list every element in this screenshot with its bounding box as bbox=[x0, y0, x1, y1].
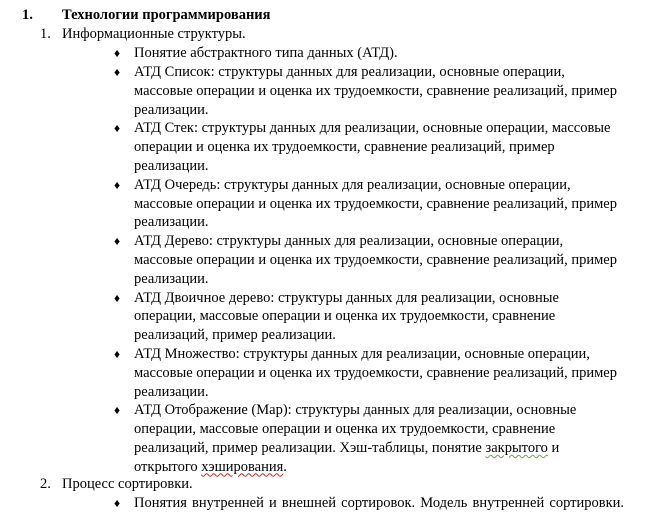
diamond-bullet-icon: ♦ bbox=[114, 121, 121, 136]
subsection-number: 1. bbox=[40, 26, 51, 42]
diamond-bullet-icon: ♦ bbox=[114, 46, 121, 60]
diamond-bullet-icon: ♦ bbox=[114, 496, 121, 510]
list-item bbox=[0, 176, 624, 232]
diamond-bullet-icon: ♦ bbox=[114, 346, 121, 361]
list-item-text: АТД Двоичное дерево: структуры данных для реализации, основные операции, массовые операции и оценка их трудоемкости, сравнение реализаций, пример реализации. bbox=[134, 289, 559, 344]
section-heading bbox=[0, 6, 646, 25]
list-item bbox=[0, 119, 624, 175]
diamond-bullet-icon: ♦ bbox=[114, 290, 121, 305]
heading-title: Технологии программирования bbox=[62, 7, 271, 23]
diamond-bullet-icon: ♦ bbox=[114, 403, 121, 418]
list-item-text-part: АТД Отображение (Map): структуры данных для реализации, основные операции, массовые операции и оценка их трудоемкости, сравнение реализаций, пример реализации. Хэш-таблицы, понятие bbox=[134, 402, 577, 456]
list-item-text: АТД Множество: структуры данных для реализации, основные операции, массовые операции и оценка их трудоемкости, сравнение реализаций, пример реализации. bbox=[134, 345, 617, 400]
list-item-text: АТД Список: структуры данных для реализации, основные операции, массовые операции и оценка их трудоемкости, сравнение реализаций, пример реализации. bbox=[134, 64, 617, 118]
bullet-list bbox=[0, 494, 646, 513]
list-item-text: АТД Очередь: структуры данных для реализации, основные операции, массовые операции и оценка их трудоемкости, сравнение реализаций, пример реализации. bbox=[134, 176, 617, 231]
grammar-marked-word: закрытого bbox=[485, 439, 548, 456]
list-item-text bbox=[134, 401, 624, 476]
list-item bbox=[0, 63, 624, 119]
spelling-marked-word: хэширования bbox=[201, 458, 284, 475]
list-item-text: АТД Дерево: структуры данных для реализации, основные операции, массовые операции и оценка их трудоемкости, сравнение реализаций, пример реализации. bbox=[134, 233, 617, 287]
list-item-text: АТД Стек: структуры данных для реализации, основные операции, массовые операции и оценка их трудоемкости, сравнение реализаций, пример реализации. bbox=[134, 120, 611, 174]
subsection-title: Процесс сортировки. bbox=[62, 476, 193, 492]
diamond-bullet-icon: ♦ bbox=[114, 65, 121, 79]
list-item-text: Понятие абстрактного типа данных (АТД). bbox=[134, 45, 398, 61]
list-item bbox=[0, 289, 624, 345]
diamond-bullet-icon: ♦ bbox=[114, 234, 121, 249]
subsection-heading bbox=[0, 25, 646, 44]
bullet-list bbox=[0, 44, 646, 477]
list-item-text-part: и открытого bbox=[134, 439, 560, 475]
heading-number: 1. bbox=[22, 7, 33, 23]
list-item-text: Понятия внутренней и внешней сортировок. Модель внутренней сортировки. bbox=[134, 495, 624, 511]
list-item bbox=[0, 345, 624, 401]
list-item bbox=[0, 44, 624, 63]
subsection-title: Информационные структуры. bbox=[62, 26, 246, 42]
list-item-text-part: . bbox=[283, 458, 287, 475]
list-item bbox=[0, 232, 624, 288]
list-item bbox=[0, 401, 624, 476]
diamond-bullet-icon: ♦ bbox=[114, 177, 121, 192]
subsection-number: 2. bbox=[40, 476, 51, 492]
subsection-heading bbox=[0, 475, 646, 494]
list-item bbox=[0, 494, 624, 513]
